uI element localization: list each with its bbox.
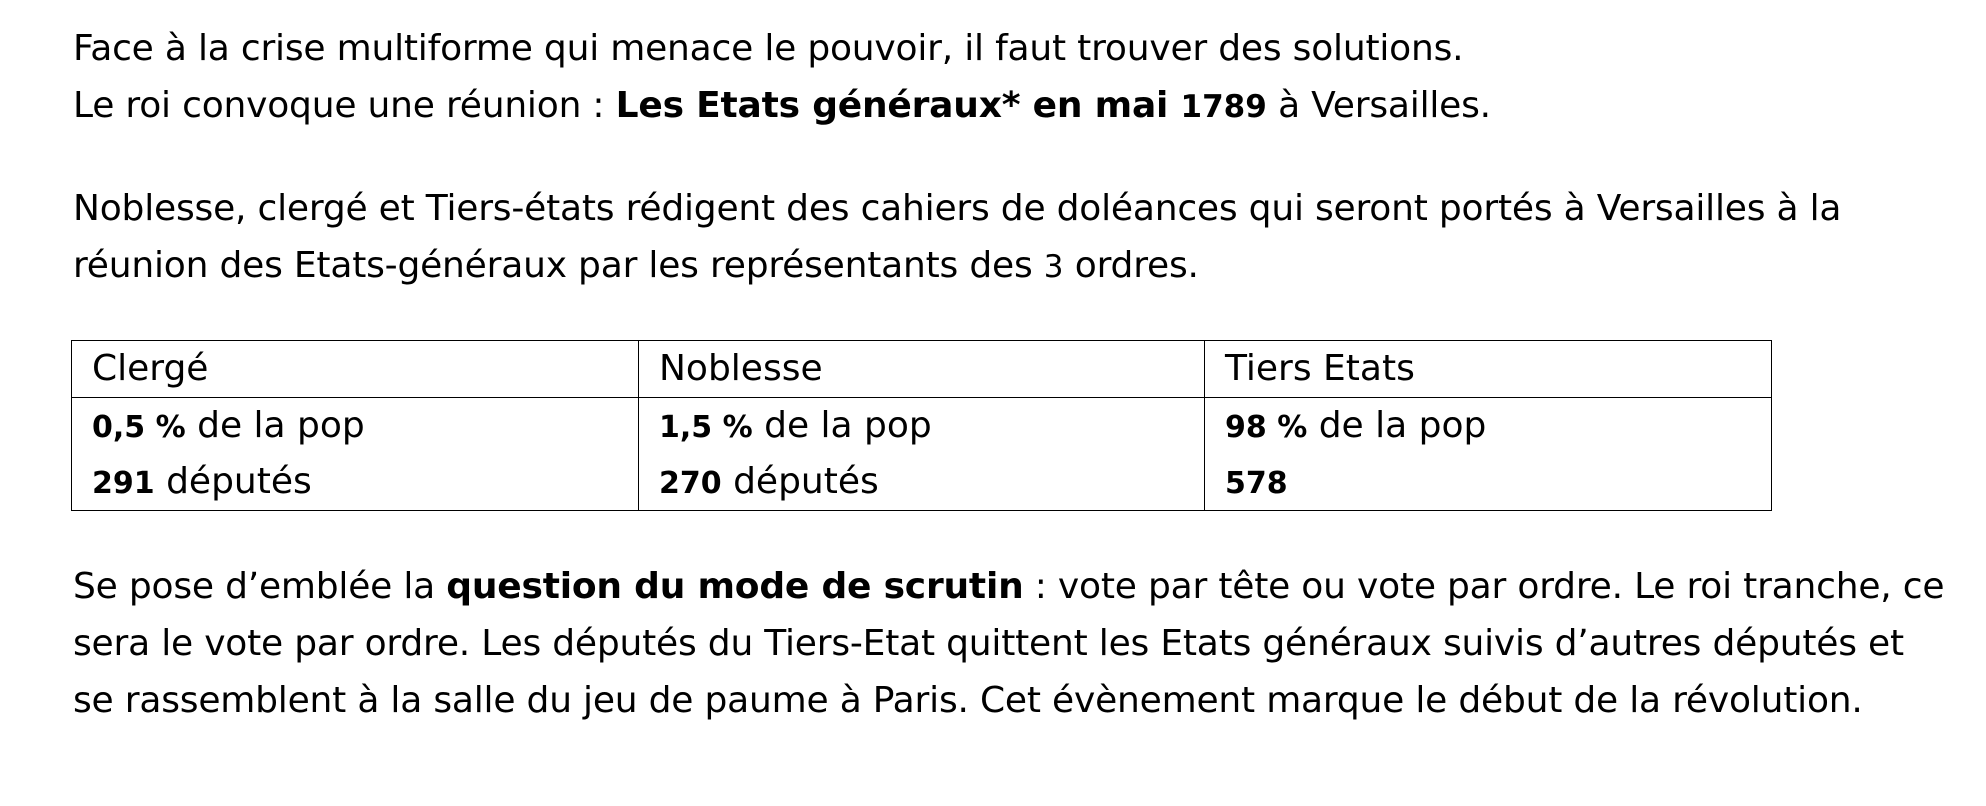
- year-1789: 1789: [1180, 89, 1267, 125]
- cell-noblesse: [639, 398, 1205, 511]
- scrutin-line-3: se rassemblent à la salle du jeu de paume à Paris. Cet évènement marque le début de la révolution.: [73, 680, 1863, 721]
- tiers-deputies: [1225, 454, 1771, 510]
- noblesse-pop-text: de la pop: [752, 405, 932, 446]
- cell-clerge: [72, 398, 639, 511]
- scrutin-line-2: sera le vote par ordre. Les députés du Tiers-Etat quittent les Etats généraux suivis d’autres députés et: [73, 623, 1904, 664]
- doleances-line-2: [73, 237, 1841, 296]
- doleances-line-1: Noblesse, clergé et Tiers-états rédigent des cahiers de doléances qui seront portés à Versailles à la: [73, 188, 1842, 229]
- scrutin-line-1-suffix: : vote par tête ou vote par ordre. Le roi tranche, ce: [1023, 566, 1945, 607]
- tiers-pop-value: 98 %: [1225, 410, 1308, 445]
- header-clerge: Clergé: [72, 341, 639, 398]
- scrutin-line-1: [73, 558, 1944, 615]
- noblesse-population: [659, 398, 1204, 454]
- tiers-pop-text: de la pop: [1307, 405, 1487, 446]
- doleances-paragraph: [73, 180, 1841, 296]
- header-noblesse: Noblesse: [639, 341, 1205, 398]
- tiers-population: [1225, 398, 1771, 454]
- noblesse-deputies-text: députés: [721, 461, 879, 502]
- intro-line-1: Face à la crise multiforme qui menace le pouvoir, il faut trouver des solutions.: [73, 28, 1464, 69]
- noblesse-deputies: [659, 454, 1204, 510]
- etats-generaux-highlight: [616, 85, 1267, 126]
- intro-line-2-prefix: Le roi convoque une réunion :: [73, 85, 616, 126]
- clerge-population: [92, 398, 638, 454]
- doleances-line-2-prefix: réunion des Etats-généraux par les représentants des: [73, 245, 1044, 286]
- scrutin-paragraph: [73, 558, 1944, 729]
- clerge-deputies: [92, 454, 638, 510]
- scrutin-line-1-prefix: Se pose d’emblée la: [73, 566, 447, 607]
- clerge-pop-value: 0,5 %: [92, 410, 186, 445]
- doleances-line-2-suffix: ordres.: [1063, 245, 1199, 286]
- intro-line-2: [73, 77, 1491, 136]
- table-header-row: [72, 341, 1772, 398]
- three-orders-table: [71, 340, 1772, 511]
- etats-generaux-text: Les Etats généraux* en mai: [615, 85, 1181, 126]
- clerge-deputies-value: 291: [92, 466, 155, 501]
- clerge-deputies-text: députés: [154, 461, 312, 502]
- mode-de-scrutin-highlight: question du mode de scrutin: [446, 566, 1024, 607]
- table-row: [72, 398, 1772, 511]
- intro-line-2-suffix: à Versailles.: [1266, 85, 1491, 126]
- orders-count: 3: [1043, 249, 1064, 285]
- clerge-pop-text: de la pop: [185, 405, 365, 446]
- header-tiers-etats: Tiers Etats: [1205, 341, 1772, 398]
- noblesse-pop-value: 1,5 %: [659, 410, 753, 445]
- tiers-deputies-value: 578: [1225, 466, 1288, 501]
- intro-paragraph: [73, 20, 1491, 136]
- cell-tiers-etats: [1205, 398, 1772, 511]
- noblesse-deputies-value: 270: [659, 466, 722, 501]
